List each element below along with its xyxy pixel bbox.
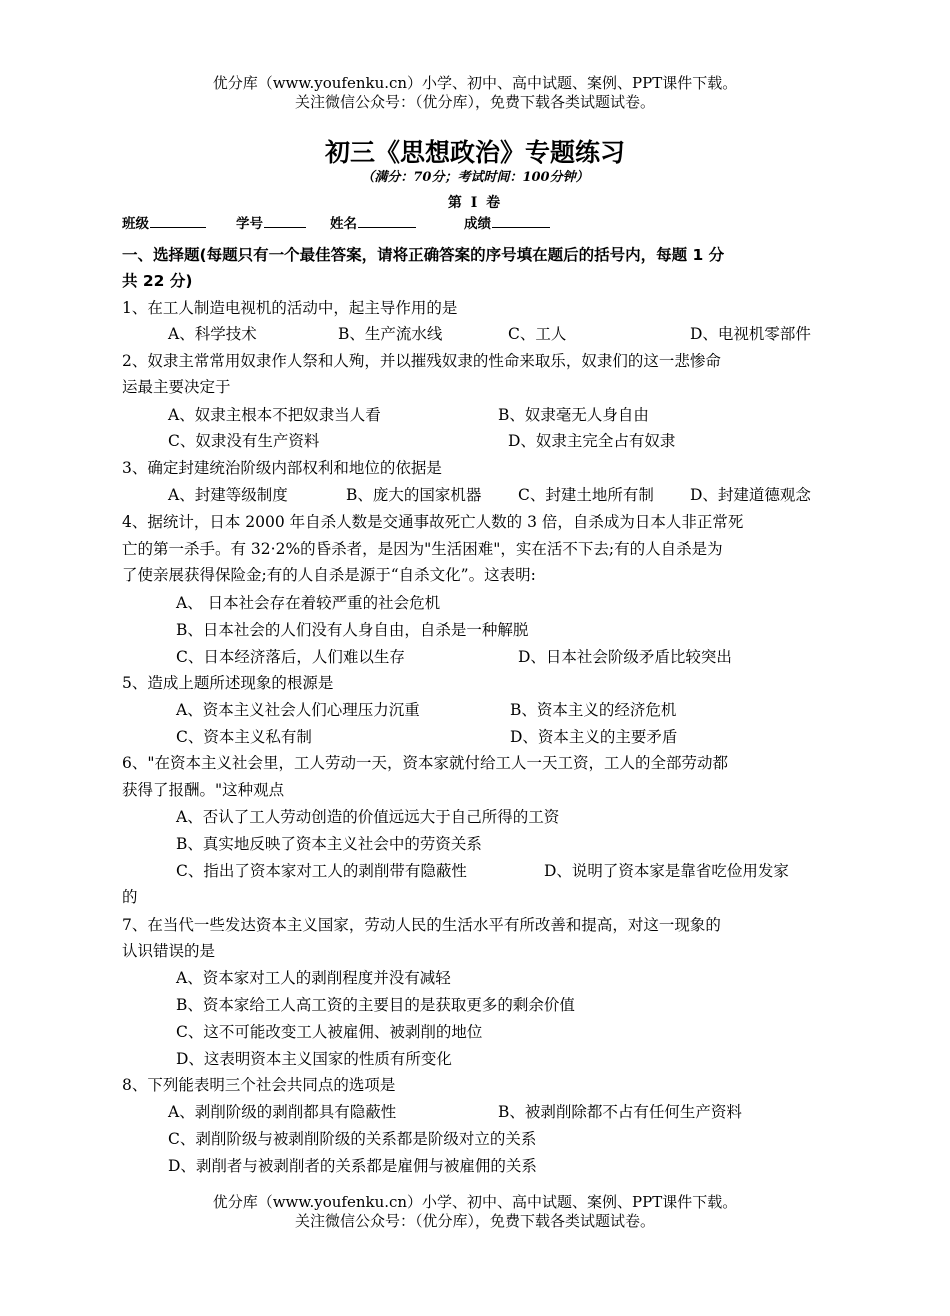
student-id-blank <box>264 213 306 228</box>
question-8-option-a: A、剥削阶级的剥削都具有隐蔽性 <box>168 1103 397 1121</box>
question-3-option-c: C、封建土地所有制 <box>518 486 654 504</box>
question-4-stem: 4、据统计，日本 2000 年自杀人数是交通事故死亡人数的 3 倍，自杀成为日本人非正常死 <box>122 513 744 531</box>
question-1-option-c: C、工人 <box>508 325 567 343</box>
question-6-option-b: B、真实地反映了资本主义社会中的劳资关系 <box>176 835 482 853</box>
exam-subtitle: （满分：70分；考试时间：100分钟） <box>361 170 589 185</box>
question-2-stem: 2、奴隶主常常用奴隶作人祭和人殉，并以摧残奴隶的性命来取乐，奴隶们的这一悲惨命 <box>122 352 721 370</box>
question-1-option-a: A、科学技术 <box>168 325 257 343</box>
score-label: 成绩 <box>464 216 491 232</box>
footer-ad-line-2: 关注微信公众号：（优分库），免费下载各类试题试卷。 <box>294 1212 655 1230</box>
question-5-stem: 5、造成上题所述现象的根源是 <box>122 674 334 692</box>
name-blank <box>358 213 416 228</box>
question-6-option-a: A、否认了工人劳动创造的价值远远大于自己所得的工资 <box>176 808 560 826</box>
question-4-option-b: B、日本社会的人们没有人身自由，自杀是一种解脱 <box>176 621 529 639</box>
section-heading: 一、选择题(每题只有一个最佳答案，请将正确答案的序号填在题后的括号内，每题 1 分 <box>122 246 725 264</box>
question-8-option-b: B、被剥削除都不占有任何生产资料 <box>498 1103 742 1121</box>
student-id-label: 学号 <box>236 216 263 232</box>
question-7-option-a: A、资本家对工人的剥削程度并没有减轻 <box>176 969 451 987</box>
question-1-stem: 1、在工人制造电视机的活动中，起主导作用的是 <box>122 299 458 317</box>
question-7-stem-cont: 认识错误的是 <box>122 942 216 960</box>
question-2-option-a: A、奴隶主根本不把奴隶当人看 <box>168 406 381 424</box>
page-title: 初三《思想政治》专题练习 <box>324 138 625 167</box>
question-3-option-a: A、封建等级制度 <box>168 486 288 504</box>
question-1-option-b: B、生产流水线 <box>338 325 443 343</box>
question-7-option-b: B、资本家给工人高工资的主要目的是获取更多的剩余价值 <box>176 996 575 1014</box>
question-3-option-d: D、封建道德观念 <box>690 486 811 504</box>
question-6-option-d: D、说明了资本家是靠省吃俭用发家 <box>544 862 789 880</box>
question-7-stem: 7、在当代一些发达资本主义国家，劳动人民的生活水平有所改善和提高，对这一现象的 <box>122 916 721 934</box>
question-6-option-c: C、指出了资本家对工人的剥削带有隐蔽性 <box>176 862 467 880</box>
question-8-option-c: C、剥削阶级与被剥削阶级的关系都是阶级对立的关系 <box>168 1130 537 1148</box>
header-ad-line-1: 优分库（www.youfenku.cn）小学、初中、高中试题、案例、PPT课件下载。 <box>212 74 738 92</box>
question-4-option-d: D、日本社会阶级矛盾比较突出 <box>518 648 732 666</box>
question-6-stem-cont: 获得了报酬。"这种观点 <box>122 781 285 799</box>
question-5-option-a: A、资本主义社会人们心理压力沉重 <box>176 701 420 719</box>
volume-label: 第 I 卷 <box>447 195 503 211</box>
question-5-option-c: C、资本主义私有制 <box>176 728 312 746</box>
section-heading-cont: 共 22 分) <box>122 272 193 290</box>
question-4-option-c: C、日本经济落后，人们难以生存 <box>176 648 405 666</box>
header-ad-line-2: 关注微信公众号：（优分库），免费下载各类试题试卷。 <box>294 93 655 111</box>
question-2-option-d: D、奴隶主完全占有奴隶 <box>508 432 676 450</box>
footer-ad-line-1: 优分库（www.youfenku.cn）小学、初中、高中试题、案例、PPT课件下载。 <box>212 1193 738 1211</box>
class-blank <box>150 213 206 228</box>
question-4-option-a: A、 日本社会存在着较严重的社会危机 <box>176 594 441 612</box>
question-2-option-c: C、奴隶没有生产资料 <box>168 432 320 450</box>
question-7-option-c: C、这不可能改变工人被雇佣、被剥削的地位 <box>176 1023 483 1041</box>
class-label: 班级 <box>122 216 149 232</box>
question-2-option-b: B、奴隶毫无人身自由 <box>498 406 649 424</box>
question-8-stem: 8、下列能表明三个社会共同点的选项是 <box>122 1076 396 1094</box>
question-8-option-d: D、剥削者与被剥削者的关系都是雇佣与被雇佣的关系 <box>168 1157 537 1175</box>
score-blank <box>492 213 550 228</box>
question-6-stem: 6、"在资本主义社会里，工人劳动一天，资本家就付给工人一天工资，工人的全部劳动都 <box>122 754 728 772</box>
question-4-stem-cont-2: 了使亲展获得保险金;有的人自杀是源于“自杀文化”。这表明: <box>122 566 536 584</box>
question-2-stem-cont: 运最主要决定于 <box>122 378 231 396</box>
question-1-option-d: D、电视机零部件 <box>690 325 811 343</box>
name-label: 姓名 <box>330 216 357 232</box>
question-4-stem-cont-1: 亡的第一杀手。有 32·2%的昏杀者，是因为"生活困难"，实在活不下去;有的人自杀是为 <box>122 540 723 558</box>
question-3-option-b: B、庞大的国家机器 <box>346 486 482 504</box>
question-5-option-d: D、资本主义的主要矛盾 <box>510 728 678 746</box>
question-7-option-d: D、这表明资本主义国家的性质有所变化 <box>176 1050 452 1068</box>
question-6-option-d-cont: 的 <box>122 888 138 906</box>
question-3-stem: 3、确定封建统治阶级内部权利和地位的依据是 <box>122 459 442 477</box>
question-5-option-b: B、资本主义的经济危机 <box>510 701 677 719</box>
